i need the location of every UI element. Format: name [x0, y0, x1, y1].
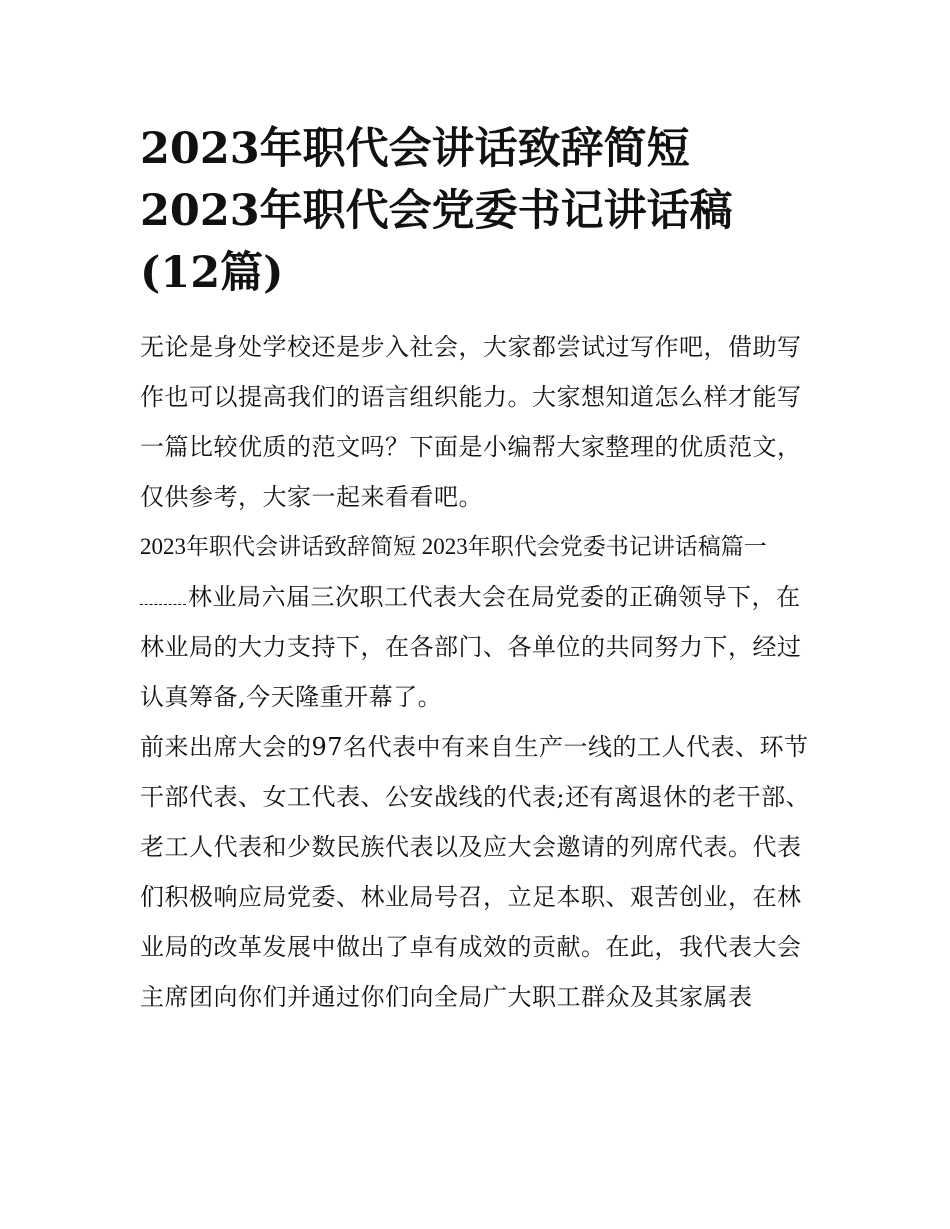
intro-paragraph: 无论是身处学校还是步入社会，大家都尝试过写作吧，借助写作也可以提高我们的语言组织能力。大家想知道怎么样才能写一篇比较优质的范文吗？下面是小编帮大家整理的优质范文，仅供参考，大家一起来看看吧。	[140, 333, 802, 511]
body-paragraph-1	[140, 572, 820, 722]
title-line-1: 2023年职代会讲话致辞简短	[140, 124, 690, 174]
body-paragraph-1-text: 林业局六届三次职工代表大会在局党委的正确领导下，在林业局的大力支持下，在各部门、各单位的共同努力下，经过认真筹备,今天隆重开幕了。	[140, 583, 802, 711]
body-paragraph-2: 前来出席大会的97名代表中有来自生产一线的工人代表、环节干部代表、女工代表、公安战线的代表;还有离退休的老干部、老工人代表和少数民族代表以及应大会邀请的列席代表。代表们积极响应局党委、林业局号召，立足本职、艰苦创业，在林业局的改革发展中做出了卓有成效的贡献。在此，我代表大会主席团向你们并通过你们向全局广大职工群众及其家属表	[140, 733, 811, 1011]
section-heading: 2023年职代会讲话致辞简短 2023年职代会党委书记讲话稿篇一	[140, 534, 767, 559]
title-line-2: 2023年职代会党委书记讲话稿	[140, 186, 733, 236]
blank-line	[140, 582, 186, 605]
document-title	[140, 118, 820, 304]
title-line-3: (12篇)	[140, 248, 284, 298]
document-page	[140, 118, 820, 1022]
